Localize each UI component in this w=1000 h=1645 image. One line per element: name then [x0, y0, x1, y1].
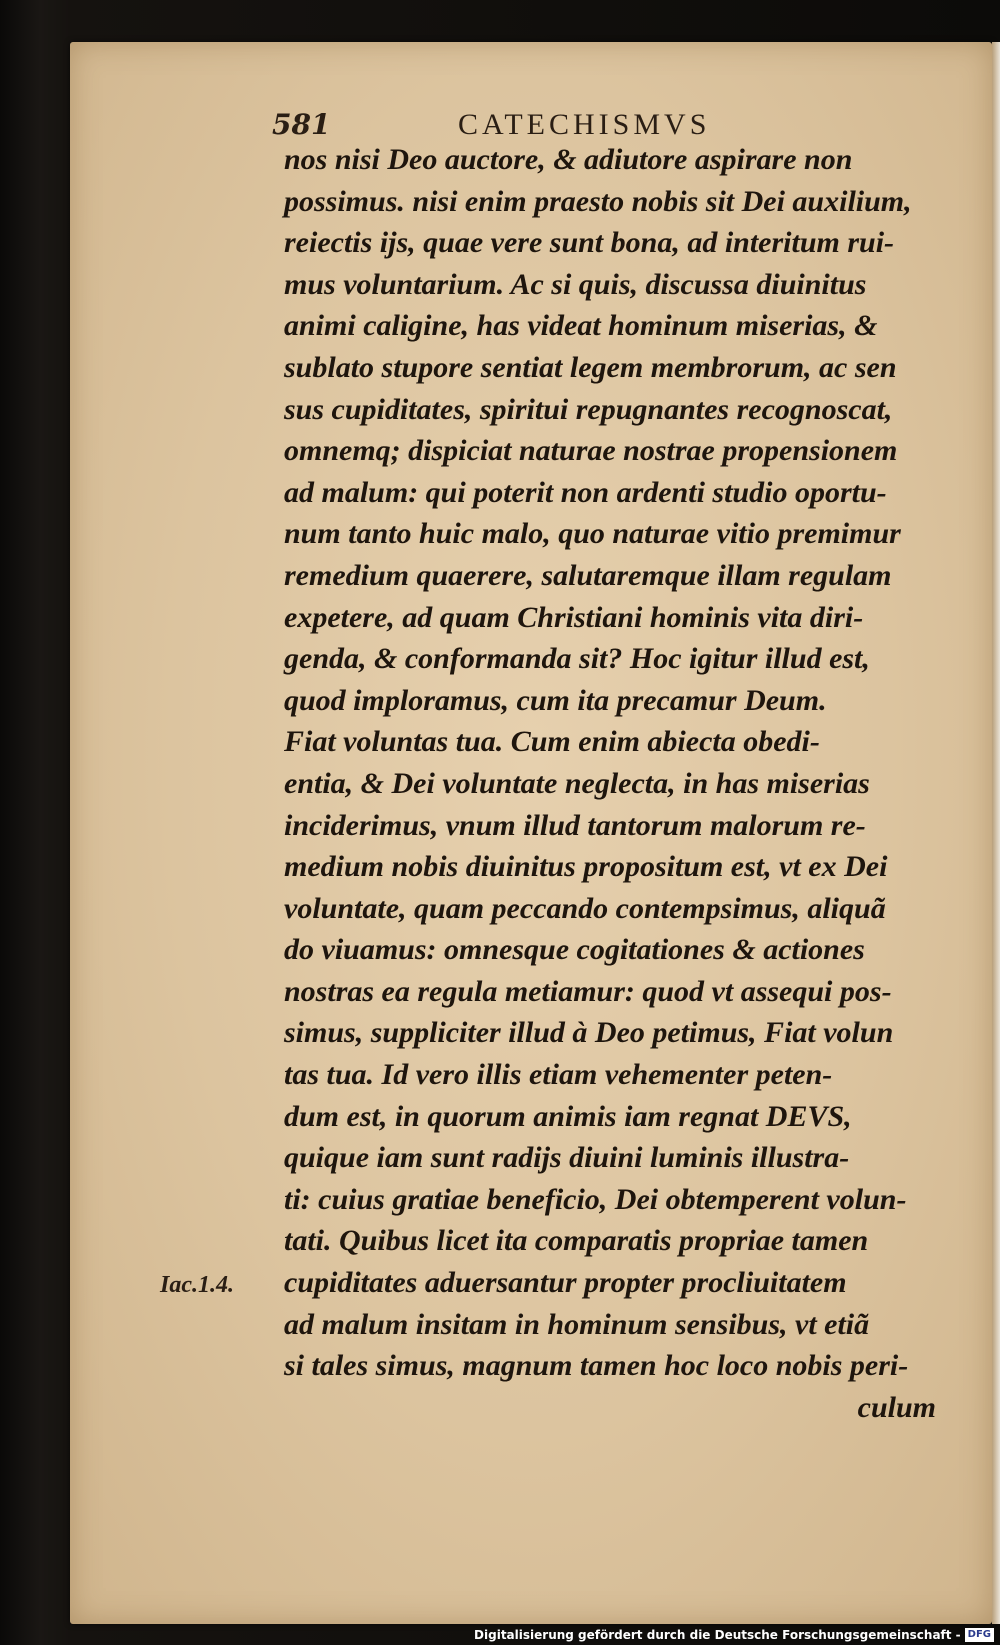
text-line: quod imploramus, cum ita precamur Deum. — [284, 683, 827, 717]
text-line: cupiditates aduersantur propter procliuitatem — [284, 1266, 847, 1300]
text-line: sus cupiditates, spiritui repugnantes recognoscat, — [284, 392, 893, 426]
text-line: nostras ea regula metiamur: quod vt assequi pos- — [284, 974, 892, 1008]
text-line: nos nisi Deo auctore, & adiutore aspirare non — [284, 143, 853, 176]
catchword: culum — [857, 1390, 936, 1424]
running-title: CATECHISMVS — [458, 108, 711, 141]
text-line: dum est, in quorum animis iam regnat DEVS, — [284, 1099, 852, 1133]
page-edge — [992, 42, 1000, 1624]
text-line: voluntate, quam peccando contempsimus, aliquã — [284, 891, 886, 925]
text-line: animi caligine, has videat hominum miserias, & — [284, 309, 878, 343]
text-line: Fiat voluntas tua. Cum enim abiecta obedi- — [284, 725, 820, 759]
text-line: expetere, ad quam Christiani hominis vita diri- — [284, 600, 864, 634]
text-line: entia, & Dei voluntate neglecta, in has miserias — [284, 766, 870, 800]
text-line: medium nobis diuinitus propositum est, vt ex Dei — [284, 850, 888, 884]
page-number: 581 — [272, 108, 331, 141]
text-line: ti: cuius gratiae beneficio, Dei obtemperent volun- — [284, 1182, 907, 1216]
text-line: do viuamus: omnesque cogitationes & actiones — [284, 933, 865, 967]
text-line: remedium quaerere, salutaremque illam regulam — [284, 558, 892, 592]
text-line: mus voluntarium. Ac si quis, discussa diuinitus — [284, 267, 867, 301]
text-line: si tales simus, magnum tamen hoc loco nobis peri- — [284, 1349, 909, 1383]
text-line: ad malum: qui poterit non ardenti studio oportu- — [284, 475, 887, 509]
text-line: ad malum insitam in hominum sensibus, vt etiã — [284, 1307, 870, 1341]
text-line: possimus. nisi enim praesto nobis sit Dei auxilium, — [284, 184, 912, 218]
text-line: tati. Quibus licet ita comparatis propriae tamen — [284, 1224, 869, 1258]
body-text — [284, 139, 944, 1428]
text-line: simus, suppliciter illud à Deo petimus, Fiat volun — [284, 1016, 894, 1050]
text-line: genda, & conformanda sit? Hoc igitur illud est, — [284, 642, 870, 676]
text-line: omnemq; dispiciat naturae nostrae propensionem — [284, 434, 898, 468]
text-line: num tanto huic malo, quo naturae vitio premimur — [284, 517, 901, 551]
text-line: sublato stupore sentiat legem membrorum, ac sen — [284, 350, 897, 384]
margin-note: Iac.1.4. — [160, 1272, 234, 1298]
dfg-logo: DFG — [965, 1628, 994, 1642]
footer-text: Digitalisierung gefördert durch die Deutsche Forschungsgemeinschaft - — [474, 1628, 961, 1642]
text-line: quique iam sunt radijs diuini luminis illustra- — [284, 1141, 850, 1175]
text-line: tas tua. Id vero illis etiam vehementer peten- — [284, 1058, 833, 1092]
text-line: inciderimus, vnum illud tantorum malorum re- — [284, 808, 866, 842]
text-line: reiectis ijs, quae vere sunt bona, ad interitum rui- — [284, 226, 895, 260]
footer-credit — [474, 1625, 994, 1645]
